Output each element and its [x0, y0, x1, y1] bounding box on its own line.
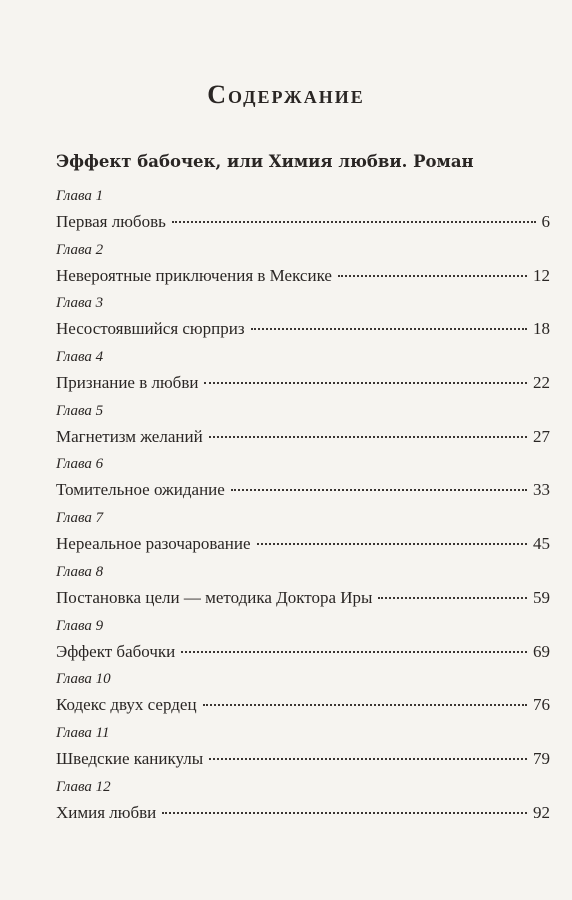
dot-leader: [209, 436, 527, 438]
toc-entry[interactable]: [56, 347, 550, 401]
dot-leader: [209, 758, 527, 760]
toc-entry[interactable]: [56, 293, 550, 347]
toc-entry[interactable]: [56, 186, 550, 240]
page-number: 27: [533, 426, 550, 446]
toc-entry[interactable]: [56, 454, 550, 508]
page-number: 69: [533, 641, 550, 661]
entry-line: [56, 319, 550, 339]
chapter-label: Глава 6: [56, 456, 104, 473]
dot-leader: [181, 651, 527, 653]
entry-line: [56, 534, 550, 554]
chapter-title: Эффект бабочки: [56, 641, 176, 661]
dot-leader: [338, 275, 527, 277]
chapter-title: Шведские каникулы: [56, 748, 204, 768]
entry-line: [56, 642, 550, 662]
toc-entry[interactable]: [56, 777, 550, 831]
chapter-title: Кодекс двух сердец: [56, 695, 197, 715]
toc-entry[interactable]: [56, 508, 550, 562]
entry-line: [56, 695, 550, 715]
entry-line: [56, 373, 550, 393]
page-number: 12: [533, 265, 550, 285]
toc-entries: [56, 186, 550, 830]
entry-line: [56, 427, 550, 447]
chapter-label: Глава 11: [56, 724, 110, 741]
chapter-title: Томительное ожидание: [56, 480, 225, 500]
dot-leader: [231, 489, 527, 491]
chapter-label: Глава 4: [56, 349, 104, 366]
chapter-label: Глава 3: [56, 295, 104, 312]
chapter-title: Признание в любви: [56, 373, 199, 393]
chapter-title: Невероятные приключения в Мексике: [56, 265, 332, 285]
toc-entry[interactable]: [56, 401, 550, 455]
entry-line: [56, 749, 550, 769]
chapter-title: Первая любовь: [56, 212, 166, 231]
chapter-label: Глава 8: [56, 563, 104, 580]
page-number: 79: [533, 748, 550, 768]
chapter-title: Магнетизм желаний: [56, 426, 203, 446]
toc-title: Содержание: [207, 80, 365, 109]
page-number: 45: [533, 534, 550, 554]
dot-leader: [162, 812, 527, 814]
chapter-title: Нереальное разочарование: [56, 534, 251, 554]
chapter-label: Глава 1: [56, 188, 104, 204]
chapter-label: Глава 7: [56, 510, 104, 527]
chapter-label: Глава 2: [56, 241, 104, 258]
entry-line: [56, 212, 550, 232]
dot-leader: [172, 221, 536, 223]
toc-entry[interactable]: [56, 723, 550, 777]
page-number: 6: [541, 212, 550, 231]
dot-leader: [203, 704, 527, 706]
chapter-label: Глава 5: [56, 402, 104, 419]
entry-line: [56, 588, 550, 608]
chapter-label: Глава 10: [56, 671, 111, 688]
page-number: 18: [533, 319, 550, 339]
dot-leader: [257, 543, 527, 545]
dot-leader: [251, 328, 527, 330]
chapter-title: Постановка цели — методика Доктора Иры: [56, 587, 373, 607]
entry-line: [56, 803, 550, 823]
page-number: 33: [533, 480, 550, 500]
page-number: 22: [533, 373, 550, 393]
toc-entry[interactable]: [56, 240, 550, 294]
toc-entry[interactable]: [56, 562, 550, 616]
chapter-label: Глава 9: [56, 617, 104, 634]
chapter-title: Несостоявшийся сюрприз: [56, 319, 245, 339]
entry-line: [56, 480, 550, 500]
page-number: 92: [533, 802, 550, 822]
chapter-label: Глава 12: [56, 778, 111, 795]
book-title: Эффект бабочек, или Химия любви. Роман: [56, 152, 474, 171]
entry-line: [56, 266, 550, 286]
dot-leader: [204, 382, 527, 384]
toc-entry[interactable]: [56, 669, 550, 723]
dot-leader: [378, 597, 527, 599]
page-number: 59: [533, 587, 550, 607]
toc-entry[interactable]: [56, 616, 550, 670]
chapter-title: Химия любви: [56, 802, 157, 822]
page-number: 76: [533, 695, 550, 715]
